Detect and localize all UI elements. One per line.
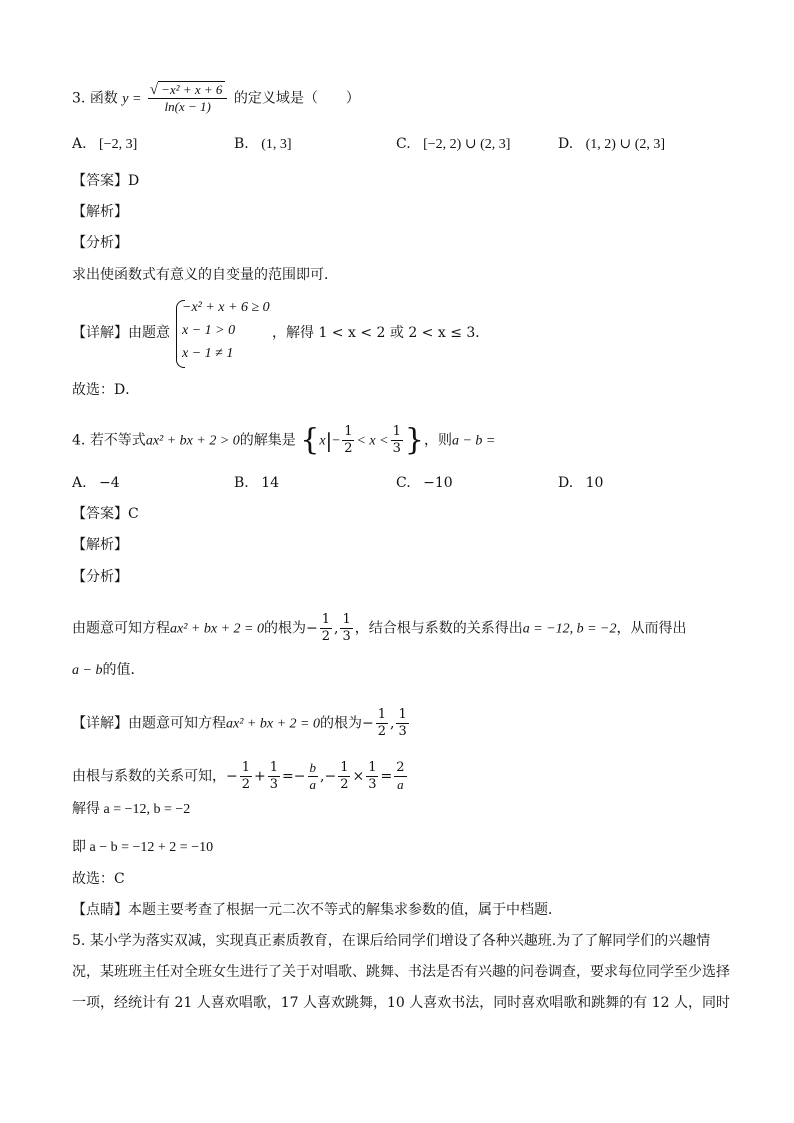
- q4-vieta-frac-2: [268, 760, 280, 793]
- q4-third-den: 3: [392, 441, 401, 456]
- q4-vieta-line: 由根与系数的关系可知，− $\frac{1}{2}$ + $\frac{1}{3}$ =− $\frac{b}{a}$ ,− $\frac{1}{2}$ × $\frac{1}{3}$ = $\frac{2}{a}$: [72, 760, 405, 792]
- q3-option-d-text: (1, 2) ∪ (2, 3]: [585, 137, 666, 152]
- q3-system-row-1: −x² + x + 6 ≥ 0: [182, 300, 270, 315]
- q4-answer: [72, 504, 139, 524]
- q4-dianjing: 【点睛】本题主要考查了根据一元二次不等式的解集求参数的值，属于中档题．: [72, 902, 562, 918]
- q4-detail-frac-half: [376, 707, 388, 740]
- q4-fenxi-half-den: 2: [321, 629, 330, 644]
- q4-fenxi-p1: 由题意可知方程: [72, 620, 170, 637]
- q4-vieta-frac-3: [338, 760, 350, 793]
- q4-stem: [72, 424, 495, 457]
- q4-vieta-frac-2-den: 3: [269, 777, 279, 792]
- q5-line-2: 况，某班班主任对全班女生进行了关于对唱歌、跳舞、书法是否有兴趣的问卷调查，要求每位同学至少选择: [72, 964, 730, 980]
- q3-answer: [72, 171, 139, 191]
- q4-option-d[interactable]: [558, 473, 603, 493]
- q4-detail-third-num: 1: [398, 707, 407, 722]
- q4-option-b[interactable]: [234, 473, 279, 493]
- q4-vieta-frac-1-den: 2: [241, 777, 251, 792]
- q4-option-b-text: 14: [261, 475, 280, 491]
- q3-detail-result: ，解得 1 < x < 2 或 2 < x ≤ 3．: [272, 325, 490, 341]
- q3-function-fraction: [148, 82, 228, 115]
- left-curly-brace-icon: {: [300, 422, 320, 458]
- q3-answer-label: 【答案】: [72, 173, 128, 189]
- q4-vieta-a: a: [309, 777, 316, 792]
- q4-vieta-frac-3-den: 2: [340, 777, 349, 792]
- q3-answer-value: D: [128, 173, 140, 189]
- q4-third-num: 1: [392, 424, 401, 439]
- q3-option-a-text: [−2, 3]: [99, 137, 138, 152]
- q3-option-b-letter: B.: [234, 136, 249, 152]
- q4-fenxi-line1: 由题意可知方程ax² + bx + 2 = 0的根为− $\frac{1}{2}$ , $\frac{1}{3}$ ，结合根与系数的关系得出a = −12, b = −2，从而得出: [72, 612, 687, 644]
- q4-number: 4.: [72, 432, 86, 449]
- q3-detail-label: 【详解】由题意: [72, 325, 170, 341]
- q5-line-3: 一项，经统计有 21 人喜欢唱歌，17 人喜欢跳舞，10 人喜欢书法，同时喜欢唱歌和跳舞的有 12 人，同时: [72, 995, 730, 1011]
- q4-fenxi-half-num: 1: [321, 612, 330, 627]
- q4-option-b-letter: B.: [234, 475, 249, 491]
- q4-vieta-prefix: 由根与系数的关系可知，: [72, 768, 226, 785]
- q3-stem: [72, 82, 360, 115]
- q4-fenxi-minus: −: [305, 620, 318, 637]
- q3-stem-prefix: 函数: [89, 90, 118, 107]
- q4-conclusion: 故选：C: [72, 871, 125, 887]
- q4-vieta-frac-4-num: 1: [368, 760, 377, 775]
- q4-set-frac-third: [391, 424, 403, 457]
- q3-option-d[interactable]: [558, 134, 665, 155]
- q4-option-c-letter: C.: [396, 475, 411, 491]
- radical-icon: √: [149, 82, 159, 98]
- q3-option-b-text: (1, 3]: [261, 137, 292, 152]
- q4-option-a[interactable]: [72, 473, 120, 493]
- q4-vieta-frac-4: [366, 760, 378, 793]
- q3-conclusion: 故选：D．: [72, 382, 140, 398]
- q3-option-a-letter: A.: [72, 136, 87, 152]
- q4-vieta-frac-3-num: 1: [340, 760, 349, 775]
- q4-detail-label: 【详解】由题意可知方程: [72, 715, 226, 732]
- q3-fenxi-heading: 【分析】: [72, 235, 128, 251]
- q4-fenxi-p2: 的根为: [263, 620, 306, 637]
- q3-option-d-letter: D.: [558, 136, 574, 152]
- q3-option-c-letter: C.: [396, 136, 411, 152]
- q4-fenxi-equation: ax² + bx + 2 = 0: [170, 621, 264, 637]
- q4-vieta-minus-3: −: [324, 768, 337, 785]
- q4-detail-equation: ax² + bx + 2 = 0: [226, 716, 320, 732]
- q4-detail-minus: −: [361, 715, 374, 732]
- set-bar-icon: |: [325, 428, 333, 453]
- q4-fenxi-p3: ，结合根与系数的关系得出: [354, 620, 523, 637]
- q3-option-a[interactable]: [72, 134, 137, 155]
- q4-vieta-a2: a: [397, 777, 404, 792]
- q3-option-b[interactable]: [234, 134, 292, 155]
- q4-vieta-frac-ba: [308, 760, 319, 793]
- q5-line-1: 5. 某小学为落实双减，实现真正素质教育，在课后给同学们增设了各种兴趣班.为了了解同学们的兴趣情: [72, 933, 711, 949]
- q4-detail-frac-third: [396, 707, 408, 740]
- q4-vieta-minus-1: −: [226, 768, 238, 785]
- q4-stem-prefix: 若不等式: [89, 432, 146, 449]
- q3-sqrt-content: −x² + x + 6: [158, 81, 225, 97]
- q4-fenxi-third-den: 3: [342, 629, 351, 644]
- q4-option-d-text: 10: [585, 475, 604, 491]
- q4-half-den: 2: [344, 441, 353, 456]
- q3-stem-suffix: 的定义域是（ ）: [233, 90, 360, 107]
- q4-vieta-frac-1-num: 1: [241, 760, 251, 775]
- q3-denominator: ln(x − 1): [164, 99, 211, 114]
- q4-detail-half-num: 1: [377, 707, 386, 722]
- q4-answer-value: C: [128, 506, 139, 522]
- q4-vieta-2: 2: [396, 760, 405, 775]
- q4-set-x: x: [319, 433, 326, 449]
- q4-fenxi-frac-half: [320, 612, 332, 645]
- q4-vieta-frac-2a: [394, 760, 406, 793]
- q4-detail-third-den: 3: [398, 724, 407, 739]
- q4-detail-line: 【详解】由题意可知方程ax² + bx + 2 = 0的根为− $\frac{1}{2}$ , $\frac{1}{3}$: [72, 707, 407, 739]
- q3-number: 3.: [72, 90, 86, 107]
- q4-half-num: 1: [344, 424, 353, 439]
- q4-set-lt: < x <: [356, 433, 389, 449]
- q4-ask: a − b =: [451, 433, 496, 449]
- q4-answer-label: 【答案】: [72, 506, 128, 522]
- q3-y-eq: y =: [122, 91, 142, 107]
- q3-system-row-2: x − 1 > 0: [182, 323, 236, 338]
- q4-vieta-frac-4-den: 3: [368, 777, 377, 792]
- q4-jiexi-heading: 【解析】: [72, 537, 128, 553]
- q4-set-minus: −: [332, 433, 341, 449]
- q4-fenxi-heading: 【分析】: [72, 569, 128, 585]
- q4-detail-p2: 的根为: [319, 715, 362, 732]
- q4-vieta-frac-2-num: 1: [269, 760, 279, 775]
- q4-stem-mid: 的解集是: [239, 432, 296, 449]
- q4-fenxi-p5: a − b: [72, 663, 103, 678]
- q4-vieta-b: b: [309, 760, 316, 775]
- q4-option-a-letter: A.: [72, 475, 87, 491]
- q4-solve-line: 解得 a = −12, b = −2: [72, 802, 191, 817]
- q4-inequality: ax² + bx + 2 > 0: [145, 433, 240, 449]
- q4-set-frac-half: [342, 424, 354, 457]
- q4-fenxi-p4: ，从而得出: [616, 620, 687, 637]
- q4-fenxi-frac-third: [340, 612, 352, 645]
- q4-option-c-text: −10: [423, 475, 453, 491]
- q4-vieta-minus-2: −: [293, 768, 306, 785]
- q3-jiexi-heading: 【解析】: [72, 204, 128, 220]
- q3-fenxi-text: 求出使函数式有意义的自变量的范围即可．: [72, 267, 338, 283]
- q4-option-d-letter: D.: [558, 475, 574, 491]
- q4-fenxi-third-num: 1: [342, 612, 351, 627]
- q4-fenxi-p6: 的值．: [102, 662, 145, 678]
- q4-fenxi-ab: a = −12, b = −2: [522, 621, 617, 637]
- q3-option-c-text: [−2, 2) ∪ (2, 3]: [423, 137, 511, 152]
- q3-numerator: [148, 82, 228, 99]
- q4-stem-suffix: ，则: [423, 432, 452, 449]
- right-curly-brace-icon: }: [404, 422, 424, 458]
- q4-option-a-text: −4: [99, 475, 120, 491]
- q4-option-c[interactable]: [396, 473, 453, 493]
- q3-system-row-3: x − 1 ≠ 1: [182, 346, 234, 361]
- q4-detail-half-den: 2: [377, 724, 386, 739]
- q4-vieta-frac-1: [240, 760, 252, 793]
- q3-option-c[interactable]: [396, 134, 510, 155]
- q4-ji-line: 即 a − b = −12 + 2 = −10: [72, 840, 214, 855]
- q4-fenxi-line2: [72, 660, 144, 681]
